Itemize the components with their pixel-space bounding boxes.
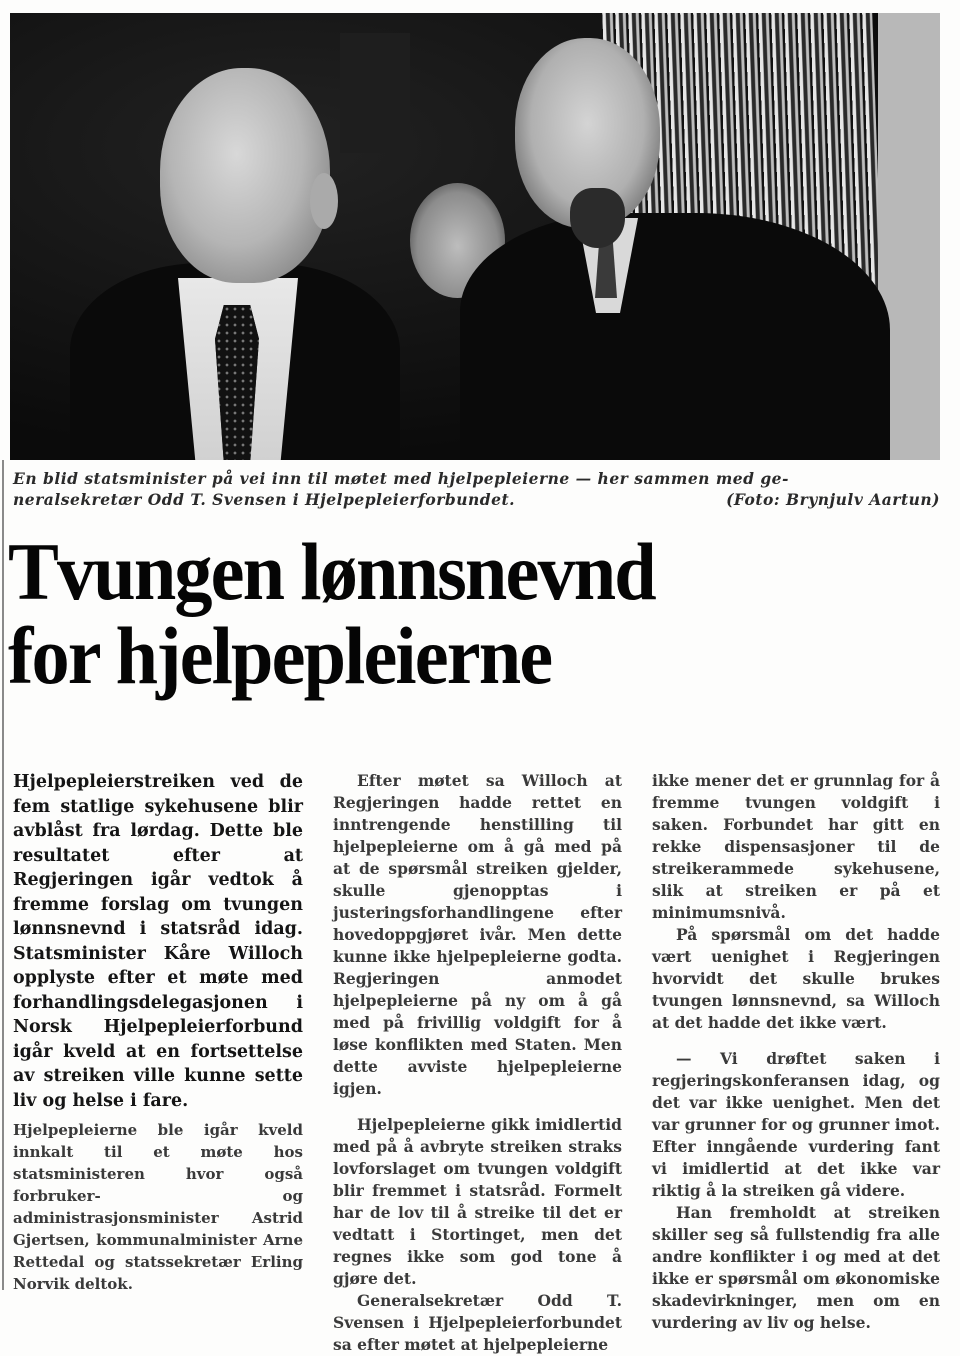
body-paragraph: Hjelpepleierne ble igår kveld innkalt til et møte hos statsministeren hvor også forbruker- og administrasjonsminister Astrid Gjertsen, kommunalminister Arne Rettedal og statssekretær Erling Norvik deltok.: [13, 1121, 303, 1293]
caption-line-1: En blid statsminister på vei inn til møtet med hjelpepleierne — her sammen med ge-: [13, 469, 789, 488]
photo-figure-right-beard: [570, 188, 625, 248]
headline: [8, 526, 882, 701]
left-border-rule: [2, 470, 4, 1290]
article-column-3: [652, 770, 940, 1334]
lead-paragraph: Hjelpepleierstreiken ved de fem statlige sykehusene blir avblåst fra lørdag. Dette ble resultatet efter at Regjeringen igår vedtok å fremme forslag om tvungen lønnsnevnd i statsråd idag. Statsminister Kåre Willoch opplyste efter et møte med forhandlingsdelegasjonen i Norsk Hjelpepleierforbund igår kveld at en fortsettelse av streiken ville kunne sette liv og helse i fare.: [13, 772, 303, 1111]
body-paragraph: På spørsmål om det hadde vært uenighet i Regjeringen hvorvidt det skulle brukes tvungen lønnsnevnd, sa Willoch at det hadde det ikke vært.: [652, 925, 940, 1032]
body-paragraph: Hjelpepleierne gikk imidlertid med på å avbryte streiken straks lovforslaget om tvungen voldgift blir fremmet i statsråd. Formelt har de lov til å streike til det er vedtatt i Stortinget, men det regnes ikke som god tone å gjøre det.: [333, 1115, 622, 1288]
body-paragraph: Han fremholdt at streiken skiller seg så fullstendig fra alle andre konflikter i og med at det ikke er spørsmål om økonomiske skadevirkninger, men om en vurdering av liv og helse.: [652, 1203, 940, 1332]
article-column-2: [333, 770, 622, 1356]
body-paragraph: — Vi drøftet saken i regjeringskonferansen idag, og det var ikke uenighet. Men det var grunner for og grunner imot. Efter inngående vurdering fant vi imidlertid at det ikke var riktig å la streiken gå videre.: [652, 1049, 940, 1200]
photo-door-panel: [340, 33, 410, 153]
photo-credit: (Foto: Brynjulv Aartun): [726, 490, 940, 509]
headline-line-2: for hjelpepleierne: [8, 610, 552, 701]
caption-text: neralsekretær Odd T. Svensen i Hjelpepleierforbundet.: [13, 490, 516, 509]
headline-line-1: Tvungen lønnsnevnd: [8, 526, 655, 617]
body-paragraph: Efter møtet sa Willoch at Regjeringen hadde rettet en inntrengende henstilling til hjelpepleierne om å gå med på at de spørsmål streiken gjelder, skulle gjenopptas i justeringsforhandlingene efter hovedoppgjøret ivår. Men dette kunne ikke hjelpepleierne godta. Regjeringen anmodet hjelpepleierne på ny om å gå med på frivillig voldgift for å løse konflikten med Staten. Men dette avviste hjelpepleierne igjen.: [333, 771, 622, 1098]
photo-caption: [13, 468, 940, 510]
photo-figure-left-ear: [310, 173, 338, 229]
photo-figure-left-head: [160, 68, 330, 283]
body-paragraph: Generalsekretær Odd T. Svensen i Hjelpepleierforbundet sa efter møtet at hjelpepleierne: [333, 1291, 622, 1354]
news-photo: [10, 13, 940, 460]
article-column-1: [13, 770, 303, 1295]
caption-line-2: [13, 489, 940, 510]
body-paragraph: ikke mener det er grunnlag for å fremme tvungen voldgift i saken. Forbundet har gitt en rekke dispensasjoner til de streikerammede sykehusene, slik at streiken er på et minimumsnivå.: [652, 771, 940, 922]
photo-figure-right-coat: [460, 213, 890, 460]
